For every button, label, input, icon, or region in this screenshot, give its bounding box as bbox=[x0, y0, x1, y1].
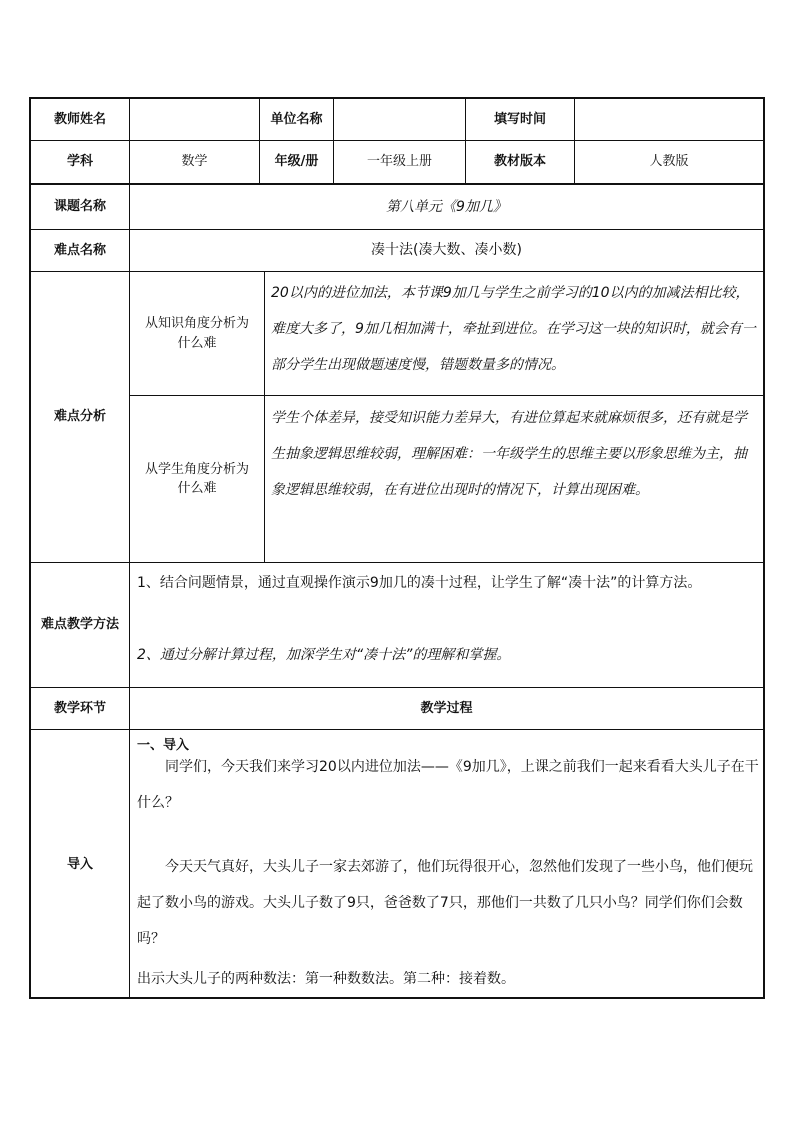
grade-value: 一年级上册 bbox=[366, 154, 432, 170]
topic-label: 课题名称 bbox=[53, 199, 106, 215]
analysis-label: 难点分析 bbox=[53, 409, 106, 425]
intro-paragraph-2: 今天天气真好，大头儿子一家去郊游了，他们玩得很开心，忽然他们发现了一些小鸟，他们便玩起了数小鸟的游戏。大头儿子数了9只，爸爸数了7只，那他们一共数了几只小鸟？同学们你们会数吗？ bbox=[137, 859, 753, 947]
teacher-name-value[interactable] bbox=[130, 99, 259, 140]
intro-paragraph-1: 同学们，今天我们来学习20以内进位加法——《9加几》，上课之前我们一起来看看大头儿子在干什么？ bbox=[137, 759, 759, 811]
difficulty-value: 凑十法(凑大数、凑小数) bbox=[371, 242, 522, 258]
method-paragraph-2: 2、通过分解计算过程，加深学生对“凑十法”的理解和掌握。 bbox=[137, 647, 511, 663]
method-label: 难点教学方法 bbox=[40, 617, 119, 633]
unit-name-value[interactable] bbox=[334, 99, 465, 140]
subject-label: 学科 bbox=[66, 154, 93, 170]
student-angle-text: 学生个体差异，接受知识能力差异大，有进位算起来就麻烦很多，还有就是学生抽象逻辑思维较弱，理解困难：一年级学生的思维主要以形象思维为主，抽象逻辑思维较弱，在有进位出现时的情况下，计算出现困难。 bbox=[271, 410, 747, 498]
subject-value: 数学 bbox=[181, 154, 208, 170]
process-header: 教学过程 bbox=[420, 700, 473, 716]
row-divider bbox=[31, 729, 763, 730]
column-divider bbox=[264, 271, 265, 562]
teacher-name-label: 教师姓名 bbox=[53, 111, 106, 127]
fill-time-value[interactable] bbox=[575, 99, 763, 140]
lesson-plan-table bbox=[29, 97, 765, 999]
intro-heading: 一、导入 bbox=[137, 738, 190, 753]
grade-label: 年级/册 bbox=[274, 154, 319, 170]
intro-paragraph-3: 出示大头儿子的两种数法：第一种数数法。第二种：接着数。 bbox=[137, 971, 515, 987]
edition-label: 教材版本 bbox=[493, 154, 546, 170]
edition-value: 人教版 bbox=[649, 154, 689, 170]
knowledge-angle-text: 20以内的进位加法，本节课9加几与学生之前学习的10以内的加减法相比较，难度大多了，9加几相加满十，牵扯到进位。在学习这一块的知识时，就会有一部分学生出现做题速度慢，错题数量多的情况。 bbox=[271, 285, 756, 373]
topic-value: 第八单元《9加几》 bbox=[386, 198, 507, 215]
intro-phase-label: 导入 bbox=[66, 856, 93, 872]
phase-header: 教学环节 bbox=[53, 700, 106, 716]
unit-name-label: 单位名称 bbox=[270, 111, 323, 127]
fill-time-label: 填写时间 bbox=[493, 111, 546, 127]
knowledge-angle-label: 从知识角度分析为什么难 bbox=[144, 316, 249, 351]
student-angle-label: 从学生角度分析为什么难 bbox=[144, 461, 249, 496]
difficulty-label: 难点名称 bbox=[53, 242, 106, 258]
method-paragraph-1: 1、结合问题情景，通过直观操作演示9加几的凑十过程，让学生了解“凑十法”的计算方法。 bbox=[137, 575, 702, 591]
row-divider bbox=[31, 562, 763, 563]
